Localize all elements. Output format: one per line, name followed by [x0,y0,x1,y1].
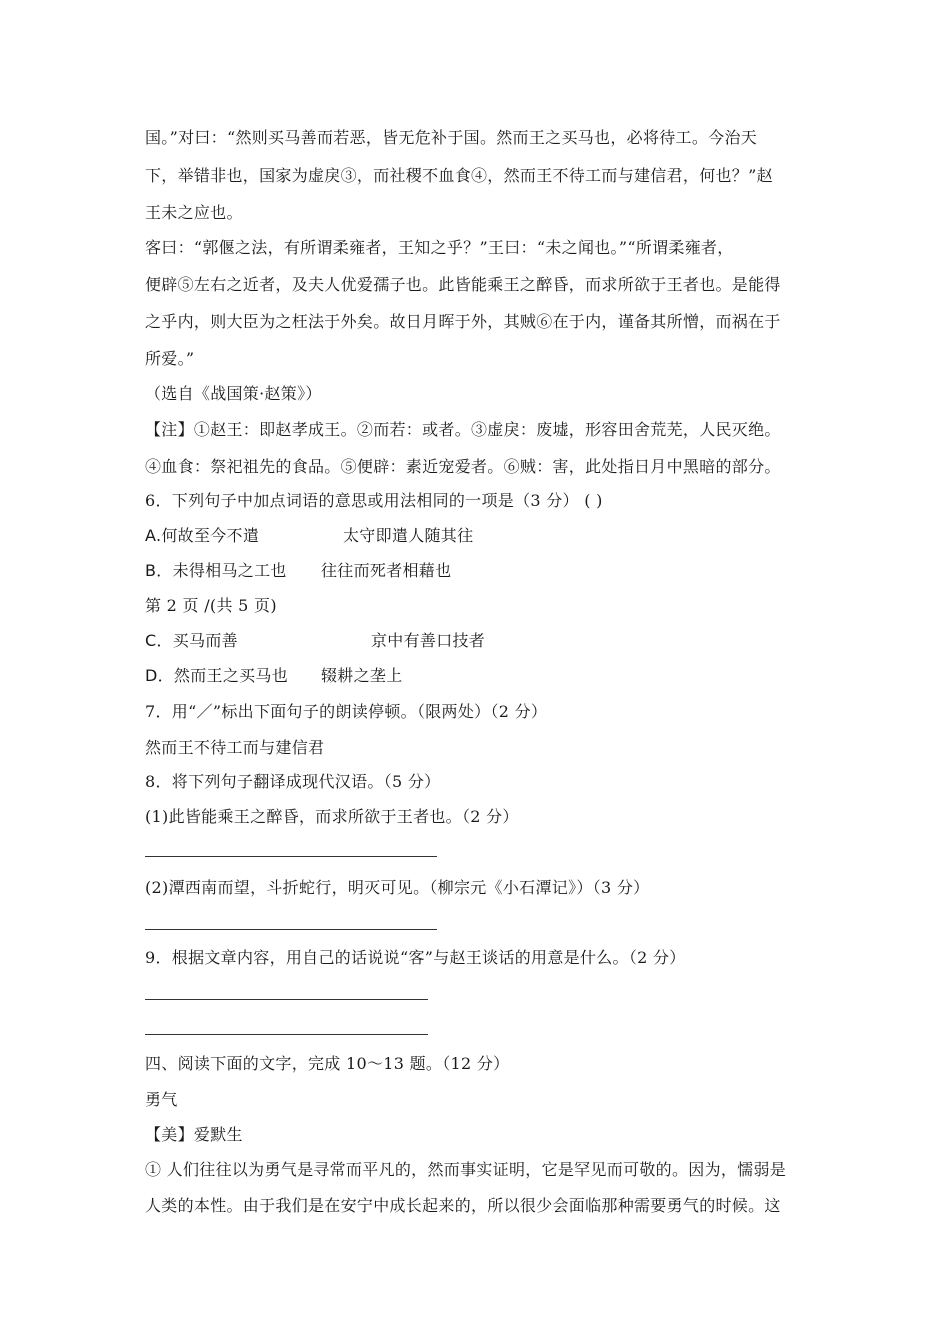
notes-line-2: ④血食：祭祀祖先的食品。⑤便辟：素近宠爱者。⑥贼：害，此处指日月中黑暗的部分。 [145,457,781,476]
question-8-item-2: (2)潭西南而望，斗折蛇行，明灭可见。（柳宗元《小石潭记》）（3 分） [145,878,650,897]
passage-line-7: 所爱。” [145,349,195,368]
question-9-stem: 9．根据文章内容，用自己的话说说“客”与赵王谈话的用意是什么。（2 分） [145,948,686,967]
q6-option-d-left: D．然而王之买马也 [145,666,289,685]
q6-option-a-right: 太守即遣人随其往 [343,526,474,545]
passage-line-2: 下，举错非也，国家为虚戾③，而社稷不血食④，然而王不待工而与建信君，何也？”赵 [145,166,773,185]
q6-option-c-right: 京中有善口技者 [371,631,486,650]
article-para-1-line-1: ① 人们往往以为勇气是寻常而平凡的，然而事实证明，它是罕见而可敬的。因为，懦弱是 [145,1160,787,1179]
q6-option-b-left: B．未得相马之工也 [145,561,287,580]
passage-line-3: 王未之应也。 [145,203,243,222]
article-author: 【美】爱默生 [145,1125,243,1144]
answer-line-8-2[interactable] [145,929,437,930]
question-7-stem: 7．用“／”标出下面句子的朗读停顿。（限两处）（2 分） [145,702,548,721]
q6-option-a-left: A.何故至今不遣 [145,526,260,545]
passage-line-5: 便辟⑤左右之近者，及夫人优爱孺子也。此皆能乘王之醉昏，而求所欲于王者也。是能得 [145,275,781,294]
question-8-stem: 8．将下列句子翻译成现代汉语。（5 分） [145,772,441,791]
passage-source: （选自《战国策·赵策》） [145,384,322,403]
passage-line-1: 国。”对曰：“然则买马善而若恶，皆无危补于国。然而王之买马也，必将待工。今治天 [145,128,758,147]
answer-line-8-1[interactable] [145,856,437,857]
passage-line-4: 客曰：“郭偃之法，有所谓柔雍者，王知之乎？”王曰：“未之闻也。”“所谓柔雍者， [145,238,734,257]
answer-line-9-1[interactable] [145,999,428,1000]
question-6-stem: 6．下列句子中加点词语的意思或用法相同的一项是（3 分） ( ) [145,491,603,510]
question-8-item-1: (1)此皆能乘王之醉昏，而求所欲于王者也。（2 分） [145,807,519,826]
notes-line-1: 【注】①赵王：即赵孝成王。②而若：或者。③虚戾：废墟，形容田舍荒芜，人民灭绝。 [145,420,781,439]
article-title: 勇气 [145,1090,178,1109]
q6-option-b-right: 往往而死者相藉也 [321,561,452,580]
q6-option-c-left: C．买马而善 [145,631,238,650]
answer-line-9-2[interactable] [145,1034,428,1035]
q6-option-d-right: 辍耕之垄上 [321,666,403,685]
article-para-1-line-2: 人类的本性。由于我们是在安宁中成长起来的，所以很少会面临那种需要勇气的时候。这 [145,1196,781,1215]
section-4-heading: 四、阅读下面的文字，完成 10～13 题。（12 分） [145,1054,510,1073]
passage-line-6: 之乎内，则大臣为之枉法于外矣。故日月晖于外，其贼⑥在于内，谨备其所憎，而祸在于 [145,312,781,331]
question-7-sentence: 然而王不待工而与建信君 [145,738,325,757]
page-footer: 第 2 页 /(共 5 页) [145,596,277,615]
